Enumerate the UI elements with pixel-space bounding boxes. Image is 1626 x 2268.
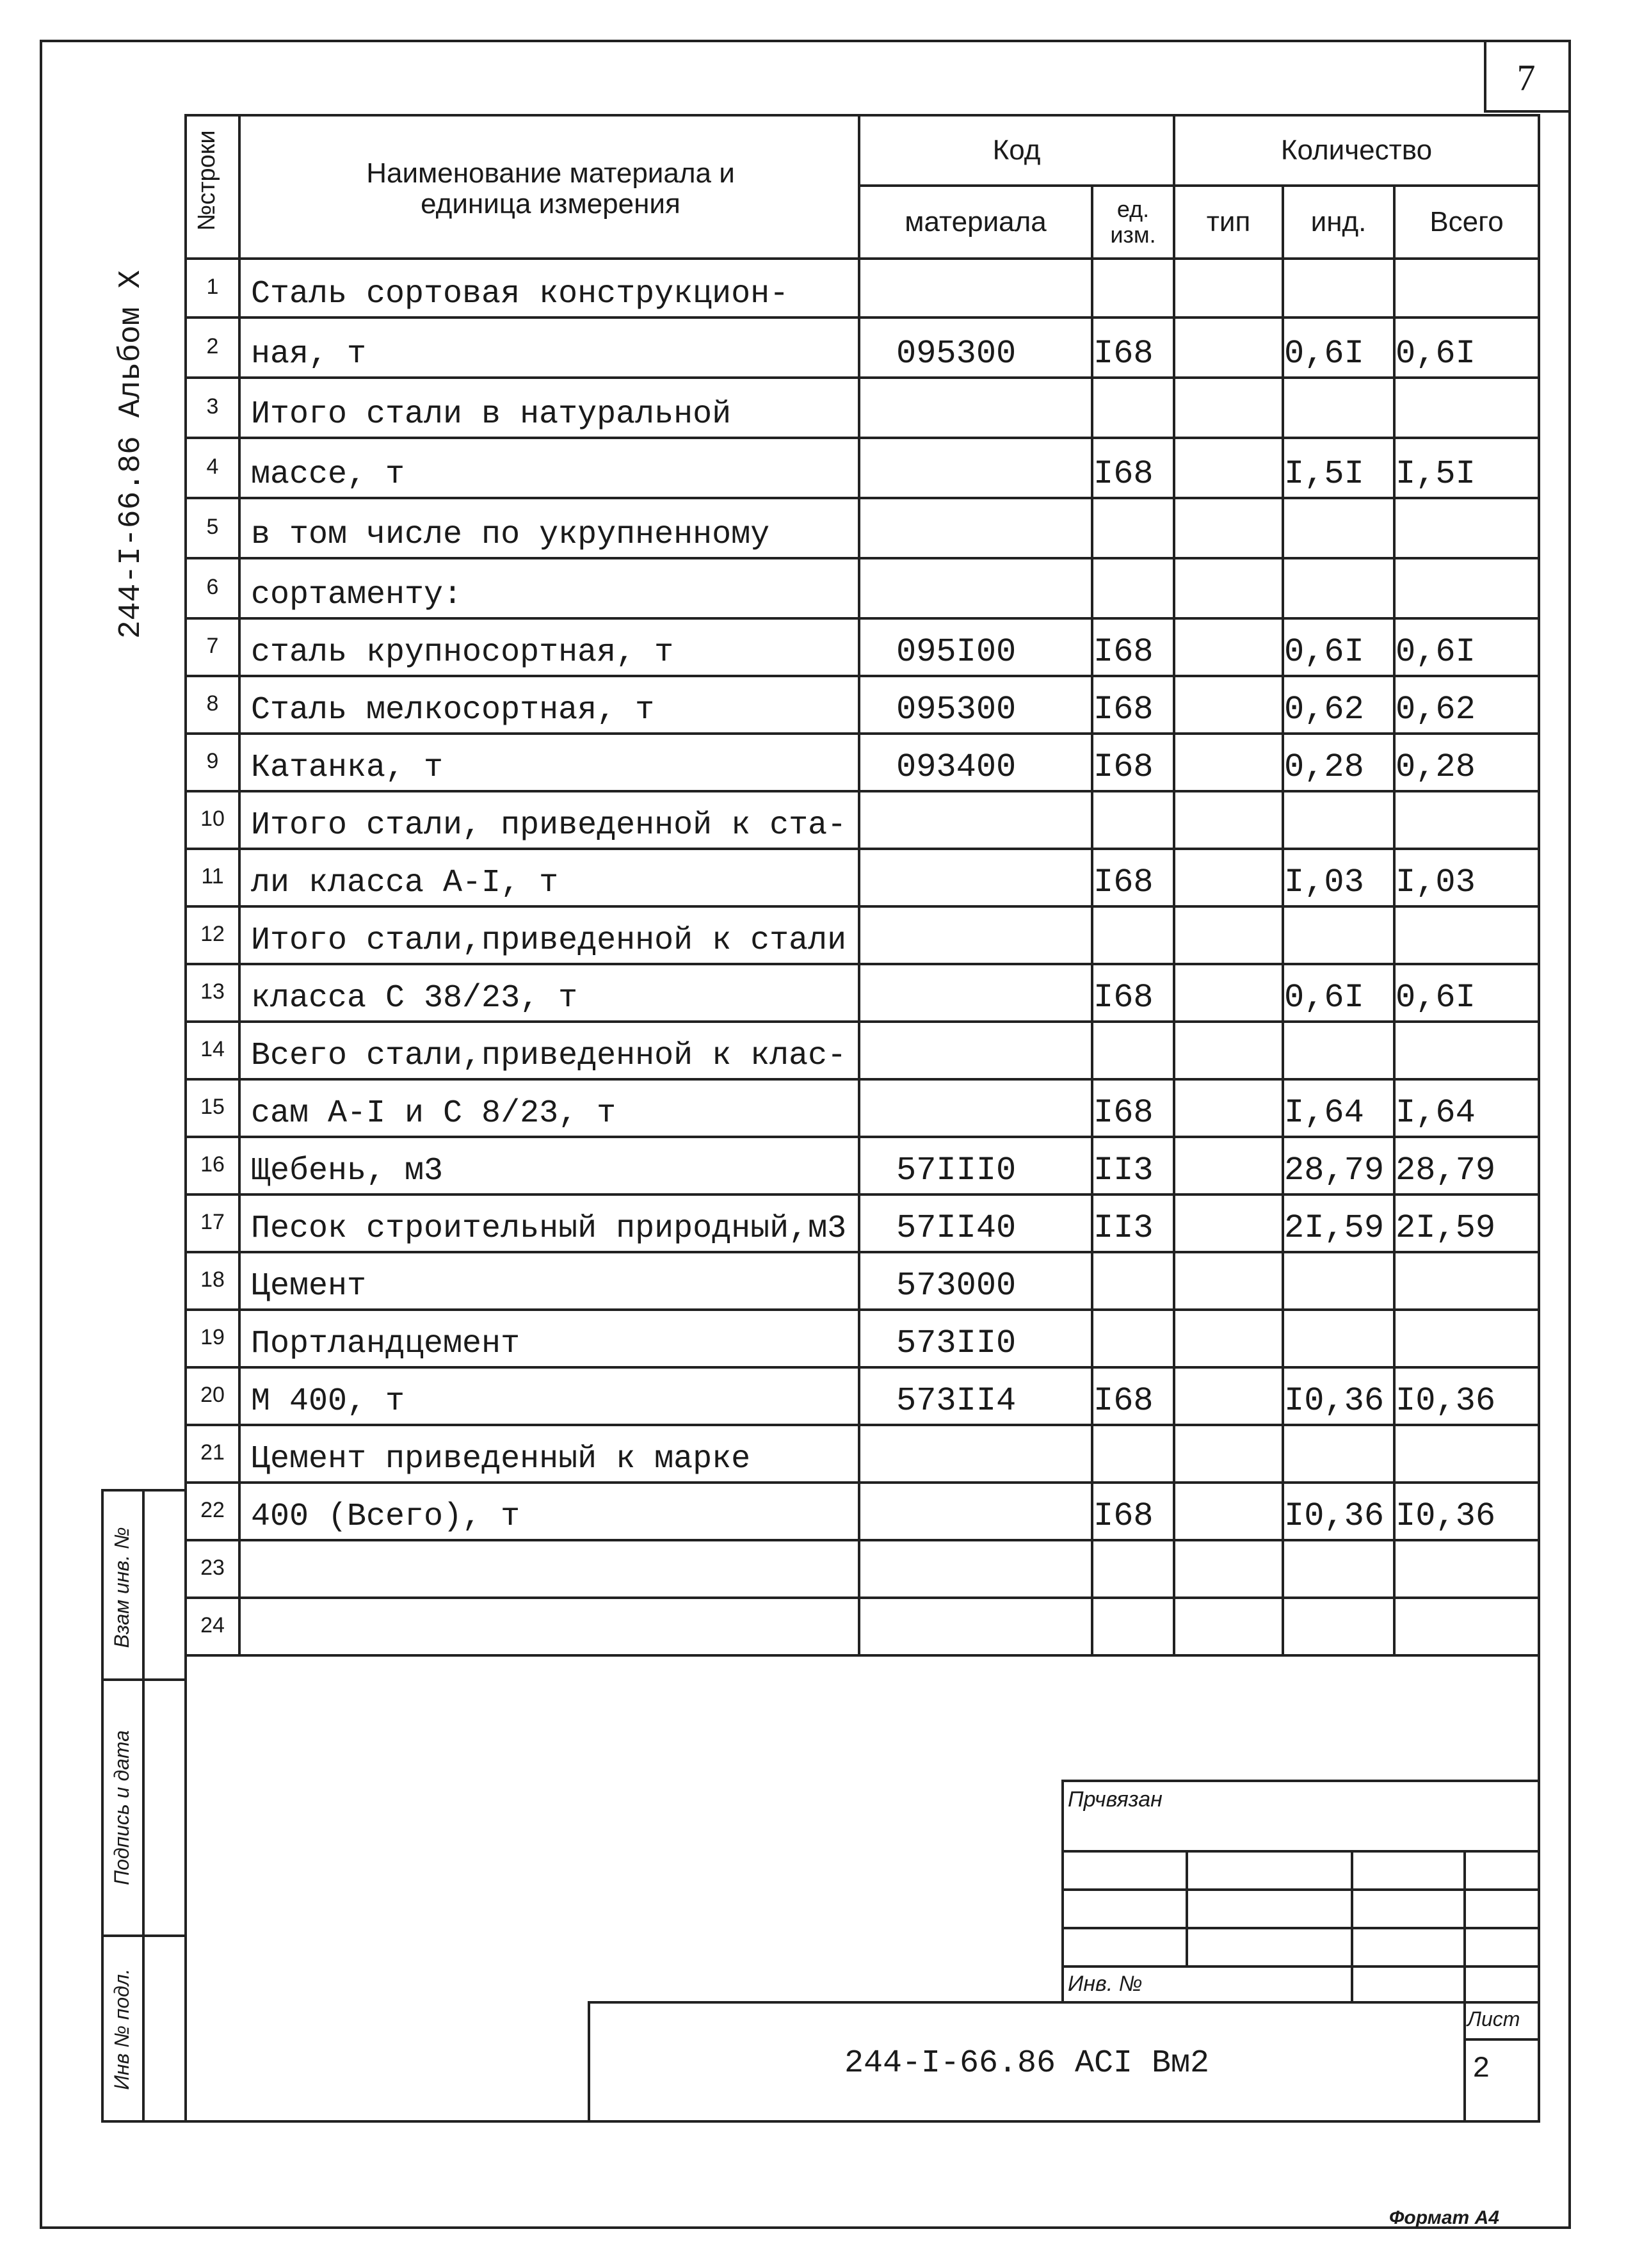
row-number: 3: [206, 394, 219, 419]
tb-vline-d: [1463, 1850, 1466, 2123]
row-unit-code: [1093, 1020, 1173, 1078]
row-number: 21: [200, 1440, 225, 1465]
table-right-border: [1538, 114, 1540, 1657]
row-qty-ind: 0,28: [1284, 748, 1364, 786]
tb-line-4: [1061, 1927, 1538, 1929]
row-qty-total: 0,6I: [1396, 979, 1476, 1017]
row-qty-type: [1175, 790, 1282, 848]
row-number: 19: [200, 1324, 225, 1349]
row-qty-total: I,64: [1396, 1094, 1476, 1132]
row-number: 11: [201, 864, 224, 889]
row-qty-ind: [1284, 905, 1393, 963]
row-material-code: 095I00: [896, 633, 1017, 671]
row-material-code: [896, 1596, 1088, 1654]
row-qty-type: [1175, 1078, 1282, 1136]
row-material-code: [896, 848, 1088, 905]
row-name: [251, 1596, 853, 1654]
row-qty-ind: [1284, 557, 1393, 617]
row-qty-total: 0,6I: [1396, 633, 1476, 671]
row-material-code: [896, 1539, 1088, 1596]
row-name: сам A-I и С 8/23, т: [251, 1095, 616, 1132]
row-qty-ind: 2I,59: [1284, 1209, 1385, 1247]
row-qty-ind: [1284, 1539, 1393, 1596]
tb-vline-c: [1351, 1850, 1353, 2001]
row-unit-code: [1093, 1424, 1173, 1481]
row-qty-ind: 0,6I: [1284, 633, 1364, 671]
row-qty-ind: I0,36: [1284, 1382, 1385, 1420]
row-number: 2: [206, 334, 219, 358]
row-unit-code: I68: [1093, 335, 1154, 373]
row-name: сталь крупносортная, т: [251, 634, 674, 671]
row-unit-code: I68: [1093, 455, 1154, 493]
right-margin-line: [1538, 1654, 1540, 2123]
row-qty-ind: I,03: [1284, 864, 1364, 901]
row-unit-code: [1093, 257, 1173, 316]
row-qty-type: [1175, 1020, 1282, 1078]
row-name: Катанка, т: [251, 750, 444, 786]
row-qty-total: 0,62: [1396, 691, 1476, 728]
row-unit-code: II3: [1093, 1152, 1154, 1189]
row-qty-type: [1175, 732, 1282, 790]
row-unit-code: I68: [1093, 1497, 1154, 1535]
row-name: Итого стали в натуральной: [251, 396, 732, 433]
row-qty-total: 0,28: [1396, 748, 1476, 786]
row-material-code: 095300: [896, 691, 1017, 728]
page-number: 7: [1517, 56, 1536, 99]
row-material-code: 57III0: [896, 1152, 1017, 1189]
row-material-code: [896, 376, 1088, 437]
row-qty-ind: 0,6I: [1284, 335, 1364, 373]
row-name: класса С 38/23, т: [251, 980, 578, 1017]
row-name: ли класса A-I, т: [251, 865, 559, 901]
table-bottom-border: [184, 1654, 1540, 1657]
row-name: Портландцемент: [251, 1326, 520, 1362]
row-qty-total: 0,6I: [1396, 335, 1476, 373]
header-code-unit: ед. изм.: [1110, 196, 1156, 248]
row-qty-type: [1175, 1539, 1282, 1596]
row-qty-total: [1396, 257, 1538, 316]
row-qty-ind: [1284, 1424, 1393, 1481]
row-qty-type: [1175, 963, 1282, 1020]
tb-line-2: [1061, 1850, 1538, 1853]
row-qty-ind: [1284, 497, 1393, 557]
row-unit-code: [1093, 1596, 1173, 1654]
row-qty-total: [1396, 557, 1538, 617]
row-material-code: 57II40: [896, 1209, 1017, 1247]
row-qty-total: [1396, 497, 1538, 557]
side-label: 244-I-66.86 Альбом X: [114, 269, 149, 639]
row-unit-code: I68: [1093, 979, 1154, 1017]
row-unit-code: [1093, 1251, 1173, 1308]
row-name: Итого стали,приведенной к стали: [251, 922, 847, 959]
row-qty-ind: [1284, 257, 1393, 316]
row-number: 10: [200, 806, 225, 831]
row-material-code: [896, 1481, 1088, 1539]
row-name: Песок строительный природный,м3: [251, 1210, 847, 1247]
row-number: 6: [206, 574, 219, 599]
row-qty-type: [1175, 557, 1282, 617]
row-name: Щебень, м3: [251, 1153, 444, 1189]
row-material-code: [896, 790, 1088, 848]
row-qty-ind: 28,79: [1284, 1152, 1385, 1189]
tb-sheet-divider: [1463, 2038, 1538, 2041]
row-name: Итого стали, приведенной к ста-: [251, 807, 847, 844]
row-qty-total: I,5I: [1396, 455, 1476, 493]
header-code-material: материала: [905, 205, 1047, 237]
stamp-podpis: Подпись и дата: [109, 1730, 133, 1886]
row-material-code: 573000: [896, 1267, 1017, 1305]
row-number: 24: [200, 1613, 225, 1637]
row-qty-total: [1396, 790, 1538, 848]
row-qty-total: [1396, 905, 1538, 963]
header-rownum: №строки: [193, 130, 220, 231]
row-unit-code: I68: [1093, 1094, 1154, 1132]
row-qty-ind: 0,6I: [1284, 979, 1364, 1017]
row-qty-total: [1396, 1020, 1538, 1078]
row-name: Цемент приведенный к марке: [251, 1441, 751, 1477]
tb-line-5: [1061, 1965, 1538, 1968]
row-qty-total: [1396, 1539, 1538, 1596]
row-number: 23: [200, 1555, 225, 1580]
row-number: 12: [200, 921, 225, 946]
row-qty-total: 28,79: [1396, 1152, 1496, 1189]
row-qty-total: I0,36: [1396, 1382, 1496, 1420]
row-number: 4: [206, 454, 219, 479]
row-number: 8: [206, 691, 219, 716]
row-name: Цемент: [251, 1268, 367, 1305]
row-qty-total: [1396, 1251, 1538, 1308]
row-material-code: 095300: [896, 335, 1017, 373]
row-qty-type: [1175, 848, 1282, 905]
row-unit-code: I68: [1093, 691, 1154, 728]
row-qty-type: [1175, 1481, 1282, 1539]
row-qty-ind: [1284, 1020, 1393, 1078]
row-qty-type: [1175, 1366, 1282, 1424]
row-qty-ind: [1284, 376, 1393, 437]
row-material-code: [896, 257, 1088, 316]
row-material-code: [896, 497, 1088, 557]
row-unit-code: [1093, 557, 1173, 617]
row-qty-type: [1175, 376, 1282, 437]
row-qty-type: [1175, 1596, 1282, 1654]
row-name: в том числе по укрупненному: [251, 517, 770, 553]
row-qty-ind: [1284, 1251, 1393, 1308]
row-qty-type: [1175, 257, 1282, 316]
row-qty-type: [1175, 675, 1282, 732]
row-unit-code: [1093, 1308, 1173, 1366]
row-qty-type: [1175, 1193, 1282, 1251]
row-name: массе, т: [251, 456, 405, 493]
stamp-col-mid-line: [142, 1489, 145, 2123]
tb-inv-no: Инв. №: [1068, 1972, 1143, 1996]
stamp-inv-podl: Инв № подл.: [109, 1968, 133, 2090]
col-line-material: [858, 114, 860, 1657]
row-qty-total: [1396, 1424, 1538, 1481]
tb-sheet-value: 2: [1472, 2052, 1490, 2086]
row-unit-code: I68: [1093, 633, 1154, 671]
row-number: 5: [206, 514, 219, 539]
row-name: 400 (Всего), т: [251, 1499, 520, 1535]
header-qty-type: тип: [1206, 205, 1251, 237]
row-qty-type: [1175, 497, 1282, 557]
row-material-code: 093400: [896, 748, 1017, 786]
row-material-code: [896, 1424, 1088, 1481]
row-number: 7: [206, 633, 219, 658]
tb-privyazan: Прчвязан: [1068, 1787, 1163, 1812]
row-qty-ind: [1284, 1596, 1393, 1654]
left-margin-line: [184, 1654, 187, 2123]
row-unit-code: [1093, 790, 1173, 848]
row-number: 1: [206, 274, 219, 299]
row-unit-code: [1093, 497, 1173, 557]
row-unit-code: I68: [1093, 1382, 1154, 1420]
row-qty-type: [1175, 316, 1282, 376]
row-qty-total: [1396, 376, 1538, 437]
row-qty-type: [1175, 617, 1282, 675]
tb-vline-a: [1061, 1780, 1064, 2001]
header-qty-ind: инд.: [1310, 205, 1367, 237]
row-material-code: [896, 963, 1088, 1020]
row-name: ная, т: [251, 336, 367, 373]
row-name: Всего стали,приведенной к клас-: [251, 1038, 847, 1074]
header-code: Код: [992, 134, 1041, 166]
row-qty-ind: I0,36: [1284, 1497, 1385, 1535]
row-name: Сталь мелкосортная, т: [251, 692, 655, 728]
row-qty-ind: I,5I: [1284, 455, 1364, 493]
row-qty-type: [1175, 1308, 1282, 1366]
row-number: 9: [206, 748, 219, 773]
tb-sheet-label: Лист: [1467, 2007, 1520, 2031]
row-unit-code: II3: [1093, 1209, 1154, 1247]
row-unit-code: I68: [1093, 864, 1154, 901]
row-qty-type: [1175, 1136, 1282, 1193]
tb-line-3: [1061, 1888, 1538, 1891]
footer-format: Формат А4: [1389, 2207, 1499, 2228]
row-qty-ind: I,64: [1284, 1094, 1364, 1132]
row-number: 22: [200, 1497, 225, 1522]
row-number: 13: [200, 979, 225, 1004]
row-material-code: 573II0: [896, 1324, 1017, 1362]
row-number: 16: [200, 1152, 225, 1177]
row-material-code: [896, 437, 1088, 497]
row-qty-total: [1396, 1596, 1538, 1654]
row-unit-code: [1093, 376, 1173, 437]
row-qty-type: [1175, 437, 1282, 497]
tb-doc-number: 244-I-66.86 АСI Вм2: [844, 2045, 1210, 2082]
row-number: 18: [200, 1267, 225, 1292]
row-qty-type: [1175, 905, 1282, 963]
row-name: М 400, т: [251, 1383, 405, 1420]
row-name: Сталь сортовая конструкцион-: [251, 276, 789, 312]
row-qty-total: 2I,59: [1396, 1209, 1496, 1247]
col-line-name: [238, 114, 241, 1657]
row-name: [251, 1539, 853, 1596]
row-material-code: [896, 905, 1088, 963]
tb-line-1: [1061, 1780, 1538, 1782]
row-unit-code: I68: [1093, 748, 1154, 786]
row-number: 17: [200, 1209, 225, 1234]
row-qty-type: [1175, 1424, 1282, 1481]
row-material-code: 573II4: [896, 1382, 1017, 1420]
row-number: 20: [200, 1382, 225, 1407]
row-qty-total: I0,36: [1396, 1497, 1496, 1535]
header-qty-total: Всего: [1429, 205, 1504, 237]
header-quantity: Количество: [1280, 134, 1433, 166]
row-unit-code: [1093, 1539, 1173, 1596]
row-qty-ind: 0,62: [1284, 691, 1364, 728]
header-name: Наименование материала и единица измерения: [366, 157, 735, 220]
row-material-code: [896, 557, 1088, 617]
row-qty-type: [1175, 1251, 1282, 1308]
row-number: 15: [200, 1094, 225, 1119]
stamp-top-line: [101, 1489, 184, 1492]
row-name: сортаменту:: [251, 577, 463, 613]
tb-vline-b: [1186, 1850, 1188, 1965]
row-number: 14: [200, 1036, 225, 1061]
stamp-vzam: Взам инв. №: [109, 1527, 133, 1648]
row-qty-ind: [1284, 790, 1393, 848]
row-qty-ind: [1284, 1308, 1393, 1366]
row-qty-total: [1396, 1308, 1538, 1366]
row-material-code: [896, 1020, 1088, 1078]
row-unit-code: [1093, 905, 1173, 963]
row-qty-total: I,03: [1396, 864, 1476, 901]
row-material-code: [896, 1078, 1088, 1136]
